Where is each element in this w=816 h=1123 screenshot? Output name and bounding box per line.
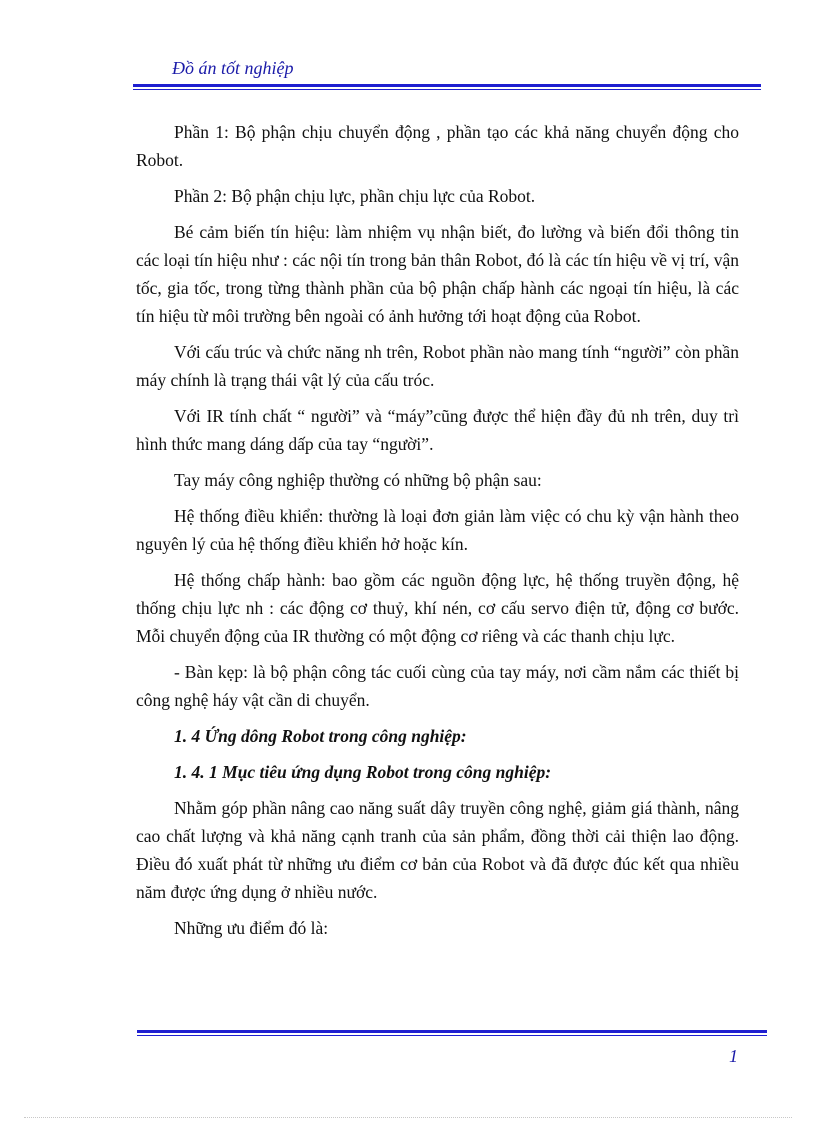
paragraph: Hệ thống điều khiển: thường là loại đơn giản làm việc có chu kỳ vận hành theo nguyên lý của hệ thống điều khiển hở hoặc kín. [136,506,739,554]
paragraph: Với cấu trúc và chức năng nh trên, Robot phần nào mang tính “người” còn phần máy chính là trạng thái vật lý của cấu tróc. [136,342,739,390]
subsection-heading: 1. 4. 1 Mục tiêu ứng dụng Robot trong công nghiệp: [174,762,552,782]
page-number: 1 [729,1046,738,1066]
paragraph: Với IR tính chất “ người” và “máy”cũng được thể hiện đầy đủ nh trên, duy trì hình thức mang dáng dấp của tay “người”. [136,406,739,454]
paragraph: Phần 1: Bộ phận chịu chuyển động , phần tạo các khả năng chuyển động cho Robot. [136,122,739,170]
paragraph: - Bàn kẹp: là bộ phận công tác cuối cùng của tay máy, nơi cầm nắm các thiết bị công nghệ háy vật cần di chuyển. [136,662,739,710]
page-boundary [24,1117,792,1118]
paragraph: Nhằm góp phần nâng cao năng suất dây truyền công nghệ, giảm giá thành, nâng cao chất lượng và khả năng cạnh tranh của sản phẩm, đồng thời cải thiện lao động. Điều đó xuất phát từ những ưu điểm cơ bản của Robot và đã được đúc kết qua nhiều năm được ứng dụng ở nhiều nước. [136,798,739,902]
document-body [136,118,739,950]
footer-rule [137,1030,767,1036]
header-title: Đồ án tốt nghiệp [172,58,294,78]
section-heading: 1. 4 Ứng dông Robot trong công nghiệp: [174,726,467,746]
paragraph: Những ưu điểm đó là: [174,918,329,938]
paragraph: Tay máy công nghiệp thường có những bộ phận sau: [174,470,542,490]
paragraph: Hệ thống chấp hành: bao gồm các nguồn động lực, hệ thống truyền động, hệ thống chịu lực nh : các động cơ thuỷ, khí nén, cơ cấu servo điện tử, động cơ bước. Mỗi chuyển động của IR thường có một động cơ riêng và các thanh chịu lực. [136,570,739,646]
header-rule [133,84,761,90]
paragraph: Bé cảm biến tín hiệu: làm nhiệm vụ nhận biết, đo lường và biến đổi thông tin các loại tín hiệu như : các nội tín trong bản thân Robot, đó là các tín hiệu về vị trí, vận tốc, gia tốc, trong từng thành phần của bộ phận chấp hành các ngoại tín hiệu, là các tín hiệu từ môi trường bên ngoài có ảnh hưởng tới hoạt động của Robot. [136,222,739,326]
paragraph: Phần 2: Bộ phận chịu lực, phần chịu lực của Robot. [174,186,536,206]
